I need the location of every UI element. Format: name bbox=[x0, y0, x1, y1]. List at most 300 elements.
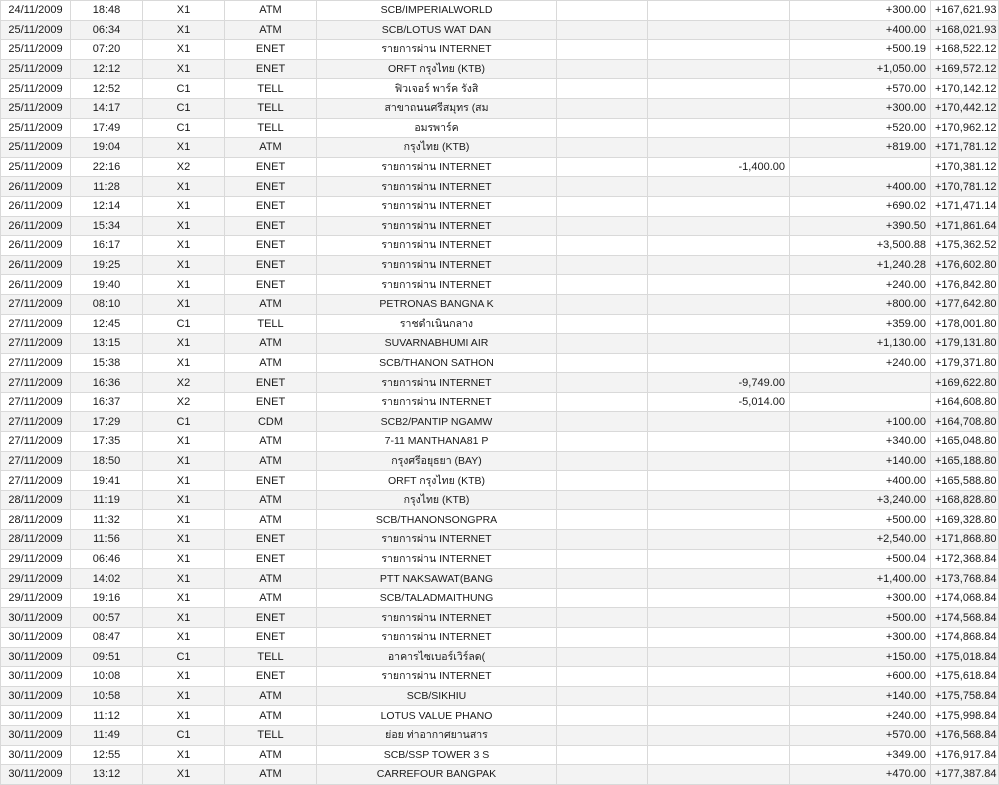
type-code-cell: X1 bbox=[143, 138, 225, 158]
balance-cell: +179,371.80 bbox=[931, 353, 999, 373]
deposit-amount-cell: +690.02 bbox=[790, 196, 931, 216]
transaction-table-body bbox=[1, 1, 999, 785]
withdrawal-amount-cell bbox=[648, 412, 790, 432]
channel-cell: CDM bbox=[225, 412, 317, 432]
date-cell: 28/11/2009 bbox=[1, 490, 71, 510]
balance-cell: +164,608.80 bbox=[931, 392, 999, 412]
reference-cell bbox=[557, 471, 648, 491]
date-cell: 27/11/2009 bbox=[1, 392, 71, 412]
channel-cell: ATM bbox=[225, 1, 317, 21]
time-cell: 22:16 bbox=[71, 157, 143, 177]
channel-cell: ENET bbox=[225, 392, 317, 412]
withdrawal-amount-cell bbox=[648, 118, 790, 138]
time-cell: 10:08 bbox=[71, 667, 143, 687]
deposit-amount-cell: +140.00 bbox=[790, 451, 931, 471]
time-cell: 18:50 bbox=[71, 451, 143, 471]
deposit-amount-cell: +300.00 bbox=[790, 628, 931, 648]
description-cell: รายการผ่าน INTERNET bbox=[317, 667, 557, 687]
reference-cell bbox=[557, 510, 648, 530]
type-code-cell: X1 bbox=[143, 530, 225, 550]
reference-cell bbox=[557, 569, 648, 589]
table-row bbox=[1, 765, 999, 785]
type-code-cell: C1 bbox=[143, 412, 225, 432]
deposit-amount-cell bbox=[790, 392, 931, 412]
description-cell: รายการผ่าน INTERNET bbox=[317, 236, 557, 256]
table-row bbox=[1, 98, 999, 118]
description-cell: รายการผ่าน INTERNET bbox=[317, 275, 557, 295]
reference-cell bbox=[557, 706, 648, 726]
balance-cell: +170,142.12 bbox=[931, 79, 999, 99]
type-code-cell: C1 bbox=[143, 725, 225, 745]
description-cell: SCB/SIKHIU bbox=[317, 686, 557, 706]
time-cell: 19:41 bbox=[71, 471, 143, 491]
channel-cell: ATM bbox=[225, 490, 317, 510]
channel-cell: TELL bbox=[225, 647, 317, 667]
table-row bbox=[1, 353, 999, 373]
deposit-amount-cell bbox=[790, 373, 931, 393]
date-cell: 25/11/2009 bbox=[1, 79, 71, 99]
channel-cell: TELL bbox=[225, 725, 317, 745]
channel-cell: ENET bbox=[225, 177, 317, 197]
withdrawal-amount-cell bbox=[648, 79, 790, 99]
deposit-amount-cell: +3,500.88 bbox=[790, 236, 931, 256]
time-cell: 17:35 bbox=[71, 432, 143, 452]
channel-cell: ATM bbox=[225, 745, 317, 765]
channel-cell: ATM bbox=[225, 294, 317, 314]
time-cell: 11:28 bbox=[71, 177, 143, 197]
time-cell: 19:16 bbox=[71, 588, 143, 608]
deposit-amount-cell: +140.00 bbox=[790, 686, 931, 706]
time-cell: 17:29 bbox=[71, 412, 143, 432]
channel-cell: ATM bbox=[225, 588, 317, 608]
date-cell: 24/11/2009 bbox=[1, 1, 71, 21]
deposit-amount-cell: +2,540.00 bbox=[790, 530, 931, 550]
description-cell: กรุงศรีอยุธยา (BAY) bbox=[317, 451, 557, 471]
time-cell: 06:34 bbox=[71, 20, 143, 40]
time-cell: 08:10 bbox=[71, 294, 143, 314]
description-cell: 7-11 MANTHANA81 P bbox=[317, 432, 557, 452]
withdrawal-amount-cell bbox=[648, 549, 790, 569]
table-row bbox=[1, 373, 999, 393]
date-cell: 29/11/2009 bbox=[1, 588, 71, 608]
date-cell: 30/11/2009 bbox=[1, 608, 71, 628]
channel-cell: ENET bbox=[225, 608, 317, 628]
table-row bbox=[1, 157, 999, 177]
deposit-amount-cell: +800.00 bbox=[790, 294, 931, 314]
description-cell: กรุงไทย (KTB) bbox=[317, 138, 557, 158]
deposit-amount-cell: +240.00 bbox=[790, 353, 931, 373]
deposit-amount-cell: +349.00 bbox=[790, 745, 931, 765]
description-cell: อมรพาร์ค bbox=[317, 118, 557, 138]
channel-cell: ENET bbox=[225, 59, 317, 79]
description-cell: SCB/LOTUS WAT DAN bbox=[317, 20, 557, 40]
balance-cell: +170,442.12 bbox=[931, 98, 999, 118]
type-code-cell: C1 bbox=[143, 647, 225, 667]
time-cell: 19:40 bbox=[71, 275, 143, 295]
table-row bbox=[1, 706, 999, 726]
type-code-cell: X2 bbox=[143, 392, 225, 412]
date-cell: 27/11/2009 bbox=[1, 294, 71, 314]
date-cell: 26/11/2009 bbox=[1, 177, 71, 197]
reference-cell bbox=[557, 667, 648, 687]
reference-cell bbox=[557, 196, 648, 216]
withdrawal-amount-cell bbox=[648, 40, 790, 60]
date-cell: 30/11/2009 bbox=[1, 706, 71, 726]
reference-cell bbox=[557, 157, 648, 177]
type-code-cell: X1 bbox=[143, 255, 225, 275]
channel-cell: ENET bbox=[225, 628, 317, 648]
withdrawal-amount-cell bbox=[648, 510, 790, 530]
table-row bbox=[1, 255, 999, 275]
description-cell: SCB/THANONSONGPRA bbox=[317, 510, 557, 530]
balance-cell: +176,842.80 bbox=[931, 275, 999, 295]
date-cell: 26/11/2009 bbox=[1, 275, 71, 295]
balance-cell: +176,602.80 bbox=[931, 255, 999, 275]
withdrawal-amount-cell bbox=[648, 294, 790, 314]
description-cell: SCB/TALADMAITHUNG bbox=[317, 588, 557, 608]
deposit-amount-cell: +300.00 bbox=[790, 588, 931, 608]
balance-cell: +170,381.12 bbox=[931, 157, 999, 177]
deposit-amount-cell: +359.00 bbox=[790, 314, 931, 334]
description-cell: รายการผ่าน INTERNET bbox=[317, 157, 557, 177]
time-cell: 15:34 bbox=[71, 216, 143, 236]
reference-cell bbox=[557, 275, 648, 295]
withdrawal-amount-cell bbox=[648, 432, 790, 452]
balance-cell: +171,471.14 bbox=[931, 196, 999, 216]
table-row bbox=[1, 725, 999, 745]
channel-cell: ENET bbox=[225, 275, 317, 295]
type-code-cell: X1 bbox=[143, 510, 225, 530]
table-row bbox=[1, 1, 999, 21]
date-cell: 27/11/2009 bbox=[1, 353, 71, 373]
date-cell: 27/11/2009 bbox=[1, 373, 71, 393]
time-cell: 17:49 bbox=[71, 118, 143, 138]
channel-cell: ATM bbox=[225, 765, 317, 785]
type-code-cell: X1 bbox=[143, 588, 225, 608]
date-cell: 25/11/2009 bbox=[1, 98, 71, 118]
table-row bbox=[1, 628, 999, 648]
date-cell: 26/11/2009 bbox=[1, 196, 71, 216]
channel-cell: ENET bbox=[225, 157, 317, 177]
channel-cell: TELL bbox=[225, 79, 317, 99]
deposit-amount-cell: +500.19 bbox=[790, 40, 931, 60]
channel-cell: ATM bbox=[225, 353, 317, 373]
description-cell: กรุงไทย (KTB) bbox=[317, 490, 557, 510]
type-code-cell: X1 bbox=[143, 334, 225, 354]
reference-cell bbox=[557, 138, 648, 158]
deposit-amount-cell: +400.00 bbox=[790, 177, 931, 197]
reference-cell bbox=[557, 451, 648, 471]
table-row bbox=[1, 412, 999, 432]
withdrawal-amount-cell bbox=[648, 530, 790, 550]
reference-cell bbox=[557, 432, 648, 452]
date-cell: 28/11/2009 bbox=[1, 530, 71, 550]
deposit-amount-cell: +400.00 bbox=[790, 471, 931, 491]
type-code-cell: C1 bbox=[143, 98, 225, 118]
deposit-amount-cell: +1,400.00 bbox=[790, 569, 931, 589]
time-cell: 06:46 bbox=[71, 549, 143, 569]
reference-cell bbox=[557, 686, 648, 706]
type-code-cell: X1 bbox=[143, 59, 225, 79]
date-cell: 30/11/2009 bbox=[1, 725, 71, 745]
balance-cell: +168,021.93 bbox=[931, 20, 999, 40]
time-cell: 12:12 bbox=[71, 59, 143, 79]
reference-cell bbox=[557, 490, 648, 510]
withdrawal-amount-cell bbox=[648, 236, 790, 256]
balance-cell: +171,781.12 bbox=[931, 138, 999, 158]
balance-cell: +165,188.80 bbox=[931, 451, 999, 471]
table-row bbox=[1, 686, 999, 706]
type-code-cell: X1 bbox=[143, 667, 225, 687]
time-cell: 00:57 bbox=[71, 608, 143, 628]
type-code-cell: X2 bbox=[143, 157, 225, 177]
description-cell: PETRONAS BANGNA K bbox=[317, 294, 557, 314]
table-row bbox=[1, 216, 999, 236]
deposit-amount-cell: +600.00 bbox=[790, 667, 931, 687]
withdrawal-amount-cell bbox=[648, 196, 790, 216]
description-cell: CARREFOUR BANGPAK bbox=[317, 765, 557, 785]
deposit-amount-cell: +240.00 bbox=[790, 275, 931, 295]
date-cell: 25/11/2009 bbox=[1, 40, 71, 60]
description-cell: รายการผ่าน INTERNET bbox=[317, 392, 557, 412]
time-cell: 07:20 bbox=[71, 40, 143, 60]
channel-cell: ENET bbox=[225, 530, 317, 550]
reference-cell bbox=[557, 20, 648, 40]
channel-cell: ENET bbox=[225, 471, 317, 491]
table-row bbox=[1, 79, 999, 99]
channel-cell: TELL bbox=[225, 118, 317, 138]
balance-cell: +169,328.80 bbox=[931, 510, 999, 530]
description-cell: รายการผ่าน INTERNET bbox=[317, 530, 557, 550]
reference-cell bbox=[557, 98, 648, 118]
type-code-cell: C1 bbox=[143, 79, 225, 99]
withdrawal-amount-cell bbox=[648, 334, 790, 354]
withdrawal-amount-cell bbox=[648, 745, 790, 765]
time-cell: 16:36 bbox=[71, 373, 143, 393]
channel-cell: ATM bbox=[225, 138, 317, 158]
channel-cell: ATM bbox=[225, 569, 317, 589]
date-cell: 27/11/2009 bbox=[1, 432, 71, 452]
date-cell: 27/11/2009 bbox=[1, 451, 71, 471]
description-cell: PTT NAKSAWAT(BANG bbox=[317, 569, 557, 589]
table-row bbox=[1, 530, 999, 550]
deposit-amount-cell: +819.00 bbox=[790, 138, 931, 158]
withdrawal-amount-cell: -5,014.00 bbox=[648, 392, 790, 412]
date-cell: 30/11/2009 bbox=[1, 686, 71, 706]
table-row bbox=[1, 588, 999, 608]
table-row bbox=[1, 471, 999, 491]
balance-cell: +165,048.80 bbox=[931, 432, 999, 452]
date-cell: 25/11/2009 bbox=[1, 118, 71, 138]
table-row bbox=[1, 569, 999, 589]
time-cell: 08:47 bbox=[71, 628, 143, 648]
description-cell: SCB/THANON SATHON bbox=[317, 353, 557, 373]
time-cell: 13:12 bbox=[71, 765, 143, 785]
channel-cell: TELL bbox=[225, 314, 317, 334]
reference-cell bbox=[557, 334, 648, 354]
deposit-amount-cell: +400.00 bbox=[790, 20, 931, 40]
type-code-cell: X1 bbox=[143, 451, 225, 471]
type-code-cell: X1 bbox=[143, 216, 225, 236]
withdrawal-amount-cell bbox=[648, 1, 790, 21]
reference-cell bbox=[557, 725, 648, 745]
type-code-cell: X1 bbox=[143, 745, 225, 765]
date-cell: 27/11/2009 bbox=[1, 314, 71, 334]
reference-cell bbox=[557, 177, 648, 197]
withdrawal-amount-cell bbox=[648, 628, 790, 648]
date-cell: 25/11/2009 bbox=[1, 138, 71, 158]
table-row bbox=[1, 608, 999, 628]
withdrawal-amount-cell bbox=[648, 706, 790, 726]
table-row bbox=[1, 314, 999, 334]
description-cell: รายการผ่าน INTERNET bbox=[317, 373, 557, 393]
channel-cell: ENET bbox=[225, 255, 317, 275]
type-code-cell: X2 bbox=[143, 373, 225, 393]
reference-cell bbox=[557, 255, 648, 275]
withdrawal-amount-cell bbox=[648, 216, 790, 236]
description-cell: รายการผ่าน INTERNET bbox=[317, 608, 557, 628]
table-row bbox=[1, 549, 999, 569]
table-row bbox=[1, 275, 999, 295]
channel-cell: ATM bbox=[225, 334, 317, 354]
reference-cell bbox=[557, 373, 648, 393]
description-cell: อาคารไซเบอร์เวิร์ลด( bbox=[317, 647, 557, 667]
type-code-cell: X1 bbox=[143, 549, 225, 569]
description-cell: รายการผ่าน INTERNET bbox=[317, 255, 557, 275]
description-cell: รายการผ่าน INTERNET bbox=[317, 628, 557, 648]
withdrawal-amount-cell bbox=[648, 471, 790, 491]
deposit-amount-cell: +470.00 bbox=[790, 765, 931, 785]
table-row bbox=[1, 432, 999, 452]
balance-cell: +176,568.84 bbox=[931, 725, 999, 745]
time-cell: 12:14 bbox=[71, 196, 143, 216]
time-cell: 11:12 bbox=[71, 706, 143, 726]
time-cell: 16:37 bbox=[71, 392, 143, 412]
date-cell: 27/11/2009 bbox=[1, 334, 71, 354]
deposit-amount-cell: +500.00 bbox=[790, 510, 931, 530]
description-cell: SCB/SSP TOWER 3 S bbox=[317, 745, 557, 765]
balance-cell: +172,368.84 bbox=[931, 549, 999, 569]
date-cell: 26/11/2009 bbox=[1, 255, 71, 275]
balance-cell: +170,962.12 bbox=[931, 118, 999, 138]
balance-cell: +176,917.84 bbox=[931, 745, 999, 765]
withdrawal-amount-cell bbox=[648, 314, 790, 334]
table-row bbox=[1, 392, 999, 412]
description-cell: ย่อย ท่าอากาศยานสาร bbox=[317, 725, 557, 745]
deposit-amount-cell: +390.50 bbox=[790, 216, 931, 236]
withdrawal-amount-cell bbox=[648, 20, 790, 40]
balance-cell: +177,642.80 bbox=[931, 294, 999, 314]
description-cell: รายการผ่าน INTERNET bbox=[317, 40, 557, 60]
time-cell: 12:52 bbox=[71, 79, 143, 99]
description-cell: รายการผ่าน INTERNET bbox=[317, 216, 557, 236]
type-code-cell: X1 bbox=[143, 294, 225, 314]
withdrawal-amount-cell bbox=[648, 608, 790, 628]
reference-cell bbox=[557, 294, 648, 314]
description-cell: ORFT กรุงไทย (KTB) bbox=[317, 471, 557, 491]
deposit-amount-cell: +1,240.28 bbox=[790, 255, 931, 275]
withdrawal-amount-cell bbox=[648, 177, 790, 197]
reference-cell bbox=[557, 353, 648, 373]
balance-cell: +164,708.80 bbox=[931, 412, 999, 432]
reference-cell bbox=[557, 236, 648, 256]
balance-cell: +175,998.84 bbox=[931, 706, 999, 726]
date-cell: 27/11/2009 bbox=[1, 471, 71, 491]
balance-cell: +178,001.80 bbox=[931, 314, 999, 334]
type-code-cell: X1 bbox=[143, 608, 225, 628]
reference-cell bbox=[557, 118, 648, 138]
reference-cell bbox=[557, 1, 648, 21]
balance-cell: +177,387.84 bbox=[931, 765, 999, 785]
deposit-amount-cell: +150.00 bbox=[790, 647, 931, 667]
description-cell: SUVARNABHUMI AIR bbox=[317, 334, 557, 354]
balance-cell: +168,828.80 bbox=[931, 490, 999, 510]
table-row bbox=[1, 59, 999, 79]
time-cell: 12:55 bbox=[71, 745, 143, 765]
date-cell: 30/11/2009 bbox=[1, 667, 71, 687]
description-cell: รายการผ่าน INTERNET bbox=[317, 549, 557, 569]
deposit-amount-cell: +500.00 bbox=[790, 608, 931, 628]
type-code-cell: X1 bbox=[143, 471, 225, 491]
deposit-amount-cell: +500.04 bbox=[790, 549, 931, 569]
channel-cell: ATM bbox=[225, 451, 317, 471]
balance-cell: +171,868.80 bbox=[931, 530, 999, 550]
withdrawal-amount-cell bbox=[648, 686, 790, 706]
type-code-cell: X1 bbox=[143, 706, 225, 726]
deposit-amount-cell: +100.00 bbox=[790, 412, 931, 432]
table-row bbox=[1, 118, 999, 138]
deposit-amount-cell: +240.00 bbox=[790, 706, 931, 726]
date-cell: 27/11/2009 bbox=[1, 412, 71, 432]
type-code-cell: X1 bbox=[143, 686, 225, 706]
channel-cell: ENET bbox=[225, 196, 317, 216]
time-cell: 11:32 bbox=[71, 510, 143, 530]
balance-cell: +174,068.84 bbox=[931, 588, 999, 608]
description-cell: ฟิวเจอร์ พาร์ค รังสิ bbox=[317, 79, 557, 99]
time-cell: 16:17 bbox=[71, 236, 143, 256]
time-cell: 18:48 bbox=[71, 1, 143, 21]
date-cell: 25/11/2009 bbox=[1, 59, 71, 79]
withdrawal-amount-cell bbox=[648, 98, 790, 118]
date-cell: 25/11/2009 bbox=[1, 157, 71, 177]
channel-cell: ATM bbox=[225, 706, 317, 726]
withdrawal-amount-cell bbox=[648, 725, 790, 745]
type-code-cell: X1 bbox=[143, 20, 225, 40]
channel-cell: ATM bbox=[225, 20, 317, 40]
reference-cell bbox=[557, 40, 648, 60]
table-row bbox=[1, 451, 999, 471]
withdrawal-amount-cell bbox=[648, 59, 790, 79]
time-cell: 13:15 bbox=[71, 334, 143, 354]
balance-cell: +175,758.84 bbox=[931, 686, 999, 706]
withdrawal-amount-cell bbox=[648, 647, 790, 667]
time-cell: 11:49 bbox=[71, 725, 143, 745]
withdrawal-amount-cell: -1,400.00 bbox=[648, 157, 790, 177]
balance-cell: +175,618.84 bbox=[931, 667, 999, 687]
balance-cell: +179,131.80 bbox=[931, 334, 999, 354]
date-cell: 30/11/2009 bbox=[1, 745, 71, 765]
type-code-cell: C1 bbox=[143, 118, 225, 138]
description-cell: สาขาถนนศรีสมุทร (สม bbox=[317, 98, 557, 118]
withdrawal-amount-cell bbox=[648, 255, 790, 275]
time-cell: 11:56 bbox=[71, 530, 143, 550]
withdrawal-amount-cell bbox=[648, 765, 790, 785]
channel-cell: ENET bbox=[225, 216, 317, 236]
description-cell: รายการผ่าน INTERNET bbox=[317, 196, 557, 216]
balance-cell: +171,861.64 bbox=[931, 216, 999, 236]
table-row bbox=[1, 334, 999, 354]
channel-cell: ATM bbox=[225, 686, 317, 706]
